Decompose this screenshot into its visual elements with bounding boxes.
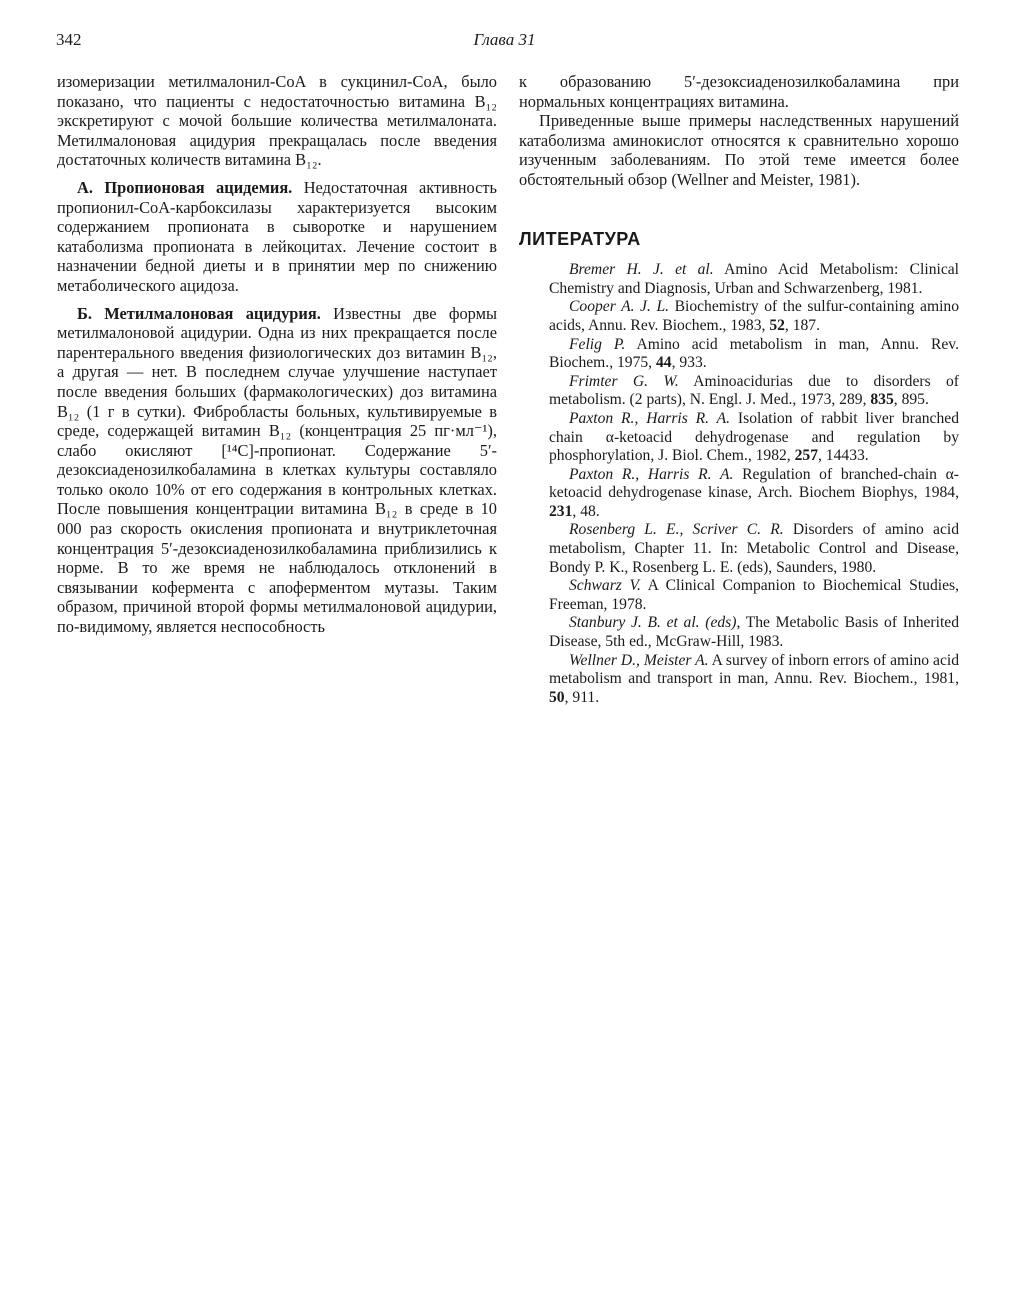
reference-authors: Frimter G. W. [569, 372, 679, 390]
paragraph-summary: Приведенные выше примеры наследственных нарушений катаболизма аминокислот относятся к сравнительно хорошо изученным заболеваниям. По этой теме имеется более обстоятельный обзор (Wellner and Meister, 1981). [519, 111, 959, 189]
reference-text: , The Metabolic Basis of Inherited Disease, 5th ed., McGraw-Hill, 1983. [549, 614, 960, 651]
reference-volume: 44 [655, 354, 672, 372]
section-text: Известны две формы метилмалоновой ацидурии. Одна из них прекращается после парентерального введения физиологических доз витамин B₁₂, а другая — нет. В последнем случае улучшение наступает после введения больших (фармакологических) доз витамина B₁₂ (1 г в сутки). Фибробласты больных, культивируемые в среде, содержащей витамин B₁₂ (концентрация 25 пг·мл⁻¹), слабо окисляют [¹⁴C]-пропионат. Содержание 5′-дезоксиаденозилкобаламина в клетках культуры составляло только около 10% от его содержания в контрольных клетках. После повышения концентрации витамина B₁₂ в среде в 10 000 раз скорость окисления пропионата и внутриклеточная концентрация 5′-дезоксиаденозилкобаламина приблизились к норме. В то же время не наблюдалось отклонений в связывании кофермента с апоферментом мутазы. Таким образом, причиной второй формы метилмалоновой ацидурии, по-видимому, является неспособность [57, 303, 497, 637]
paragraph-continuation: к образованию 5′-дезоксиаденозилкобаламина при нормальных концентрациях витамина. [519, 72, 959, 111]
reference-item [519, 261, 959, 298]
reference-pages: , 933. [671, 354, 707, 372]
reference-item [519, 410, 959, 466]
reference-authors: Stanbury J. B. et al. (eds) [569, 614, 737, 632]
reference-text: A Clinical Companion to Biochemical Studies, Freeman, 1978. [549, 577, 960, 613]
reference-item [519, 577, 959, 614]
reference-item [519, 373, 959, 410]
section-text: Недостаточная активность пропионил-CoA-карбоксилазы характеризуется высоким содержанием пропионата в сыворотке и нарушением катаболизма пропионата в лейкоцитах. Лечение состоит в назначении бедной диеты и в принятии мер по снижению метаболического ацидоза. [57, 177, 497, 295]
reference-authors: Paxton R., Harris R. A. [569, 465, 734, 483]
reference-authors: Bremer H. J. et al. [569, 261, 714, 279]
section-propionic-acidemia [57, 178, 497, 296]
reference-volume: 52 [769, 316, 785, 334]
reference-authors: Paxton R., Harris R. A. [569, 409, 731, 427]
reference-text: Amino Acid Metabolism: Clinical Chemistry and Diagnosis, Urban and Schwarzenberg, 1981. [549, 261, 959, 297]
reference-text: Isolation of rabbit liver branched chain α-ketoacid dehydrogenase and regulation by phosphorylation, J. Biol. Chem., 1982, [549, 409, 959, 465]
section-title: Б. Метилмалоновая ацидурия. [77, 303, 321, 323]
reference-volume: 257 [794, 447, 818, 465]
reference-text: Aminoacidurias due to disorders of metabolism. (2 parts), N. Engl. J. Med., 1973, 289, [549, 372, 959, 409]
reference-pages: , 895. [893, 391, 929, 409]
reference-item [519, 336, 959, 373]
section-methylmalonic-aciduria [57, 304, 497, 637]
right-column [519, 72, 959, 707]
reference-item [519, 614, 959, 651]
reference-item [519, 521, 959, 577]
reference-pages: , 187. [784, 316, 820, 334]
reference-volume: 835 [870, 391, 894, 409]
page-number: 342 [56, 30, 82, 49]
reference-item [519, 652, 959, 708]
reference-text: Disorders of amino acid metabolism, Chapter 11. In: Metabolic Control and Disease, Bondy P. K., Rosenberg L. E. (eds), Saunders, 1980. [549, 521, 959, 576]
reference-pages: , 14433. [818, 447, 869, 465]
left-column [57, 72, 497, 637]
reference-text: A survey of inborn errors of amino acid metabolism and transport in man, Annu. Rev. Biochem., 1981, [549, 651, 959, 688]
references-heading: ЛИТЕРАТУРА [519, 228, 641, 249]
reference-item [519, 298, 959, 335]
reference-authors: Wellner D., Meister A. [569, 651, 709, 669]
paragraph-intro: изомеризации метилмалонил-CoA в сукцинил-CoA, было показано, что пациенты с недостаточностью витамина B₁₂ экскретируют с мочой большие количества метилмалоната. Метилмалоновая ацидурия прекращалась после введения достаточных количеств витамина B₁₂. [57, 72, 497, 170]
running-head: Глава 31 [473, 30, 536, 49]
reference-list [519, 261, 959, 707]
reference-authors: Schwarz V. [569, 577, 641, 595]
reference-pages: , 48. [572, 502, 600, 520]
reference-pages: , 911. [564, 688, 600, 706]
reference-authors: Rosenberg L. E., Scriver C. R. [569, 521, 784, 539]
section-title: А. Пропионовая ацидемия. [77, 177, 293, 197]
reference-item [519, 466, 959, 522]
reference-volume: 50 [549, 688, 565, 706]
reference-text: Regulation of branched-chain α-ketoacid dehydrogenase kinase, Arch. Biochem Biophys, 1984, [549, 465, 960, 502]
reference-authors: Cooper A. J. L. [569, 298, 670, 316]
reference-text: Biochemistry of the sulfur-containing amino acids, Annu. Rev. Biochem., 1983, [549, 298, 959, 334]
reference-text: Amino acid metabolism in man, Annu. Rev. Biochem., 1975, [549, 335, 959, 372]
reference-volume: 231 [549, 502, 573, 520]
reference-authors: Felig P. [569, 335, 626, 353]
